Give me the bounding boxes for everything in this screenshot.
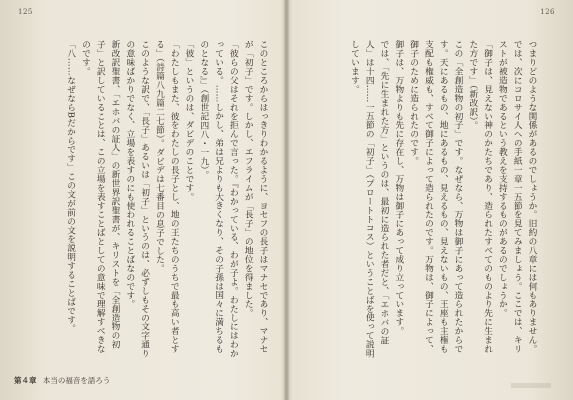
chapter-number: 第４章 [14,376,37,385]
left-page-body-text: このところからはっきりわかるように、ヨセフの長子はマナセであり、マナセが「初子」です。しかし、エフライムが「長子」の地位を得ました。 「彼らの父はそれを拒んで言った。『わかっている、わが子よ。わたしにはわかっている。……しかし、弟は兄よりも大きくなり、その子孫は国々に満ちるものとなる』」（創世記四八・一九）。 「彼」というのは、ダビデのことです。 「わたしもまた、彼をわたしの長子とし、地の王たちのうちで最も高い者とする」（詩篇八九篇二七節）。ダビデは七番目の息子でした。 このような訳で、「長子」あるいは「初子」というのは、必ずしもその文字通りの意味ばかりでなく、立場を表すのにも使われることばなのです。 新改訳聖書、「エホバの証人」の新世界訳聖書が、キリストを「全創造物の初子」と訳していることは、この立場を表すことばとしての意味で理解すべきなのです。 「八……なぜならBだからです」この文が前の文を説明することばです。 [65,40,268,358]
chapter-title: 本当の福音を語ろう [42,376,111,385]
page-number-right: 126 [540,8,555,16]
right-page [287,0,573,400]
chapter-footer [14,375,110,386]
right-page-body-text: つまりどのような関係があるのでしょうか。旧約の八章には何もありません。 では、次にコロサイ人への手紙一章一五節を見てみましょう。ここでは、キリストが被造物であるという教えを支持するものがあるのでしょうか。 「御子は、見えない神のかたちであり、造られたすべてのものより先に生まれた方です」（新改訳）。 この「全創造物の初子」です。なぜなら、万物は御子にあって造られたからです。天にあるもの、地にあるもの、見えるもの、見えないもの、王座も主権も支配も権威も、すべて御子によって造られたのです。万物は、御子によって、御子のために造られたのです。 御子は、万物よりも先に存在し、万物は御子にあって成り立っています。 では、「先に生まれた方」というのは、最初に造られた者だと、「エホバの証人」は十四……一五節の「初子」（プロートトコス）ということばを使って説明しています。 [349,40,537,358]
faded-footer-mark [511,383,551,388]
left-page [0,0,286,400]
page-number-left: 125 [18,8,33,16]
